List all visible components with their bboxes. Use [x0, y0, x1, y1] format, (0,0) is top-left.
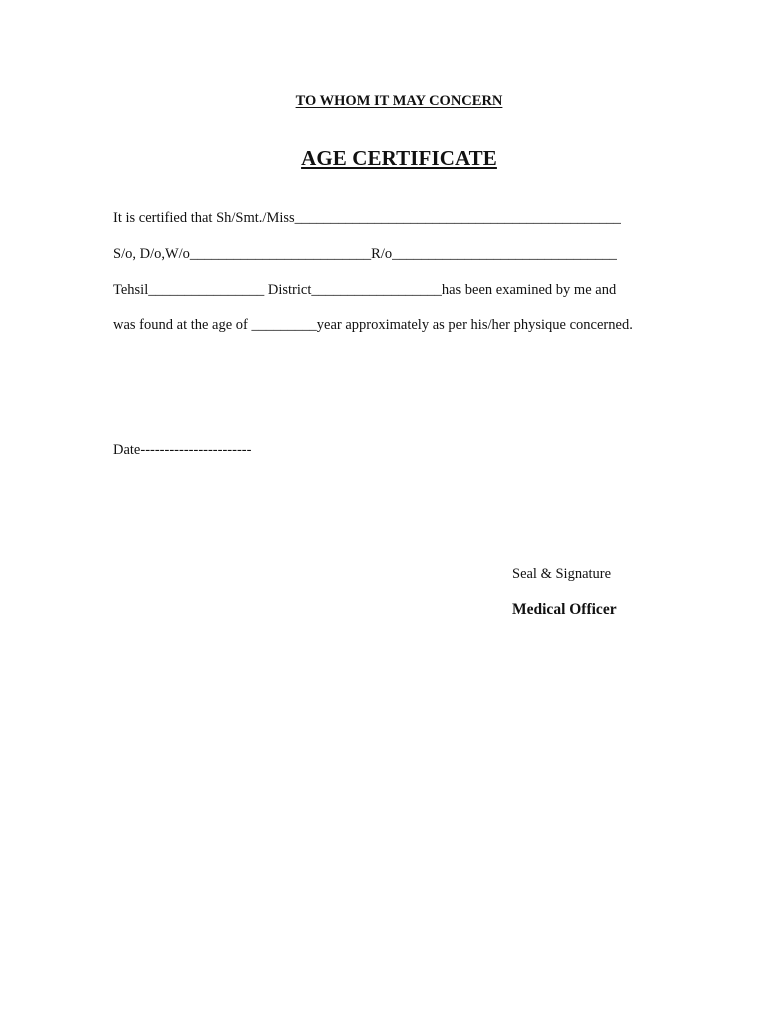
medical-officer-label: Medical Officer — [512, 601, 617, 618]
to-whom-heading: TO WHOM IT MAY CONCERN — [295, 93, 503, 109]
certificate-line-location: Tehsil________________ District__________________has been examined by me and — [113, 282, 617, 298]
date-line: Date----------------------- — [113, 442, 252, 458]
certificate-line-relation: S/o, D/o,W/o_________________________R/o_______________________________ — [113, 246, 617, 262]
certificate-line-name: It is certified that Sh/Smt./Miss_____________________________________________ — [113, 210, 621, 226]
certificate-line-age: was found at the age of _________year approximately as per his/her physique concerned. — [113, 317, 633, 333]
certificate-title: AGE CERTIFICATE — [301, 146, 497, 170]
seal-signature-label: Seal & Signature — [512, 566, 612, 582]
